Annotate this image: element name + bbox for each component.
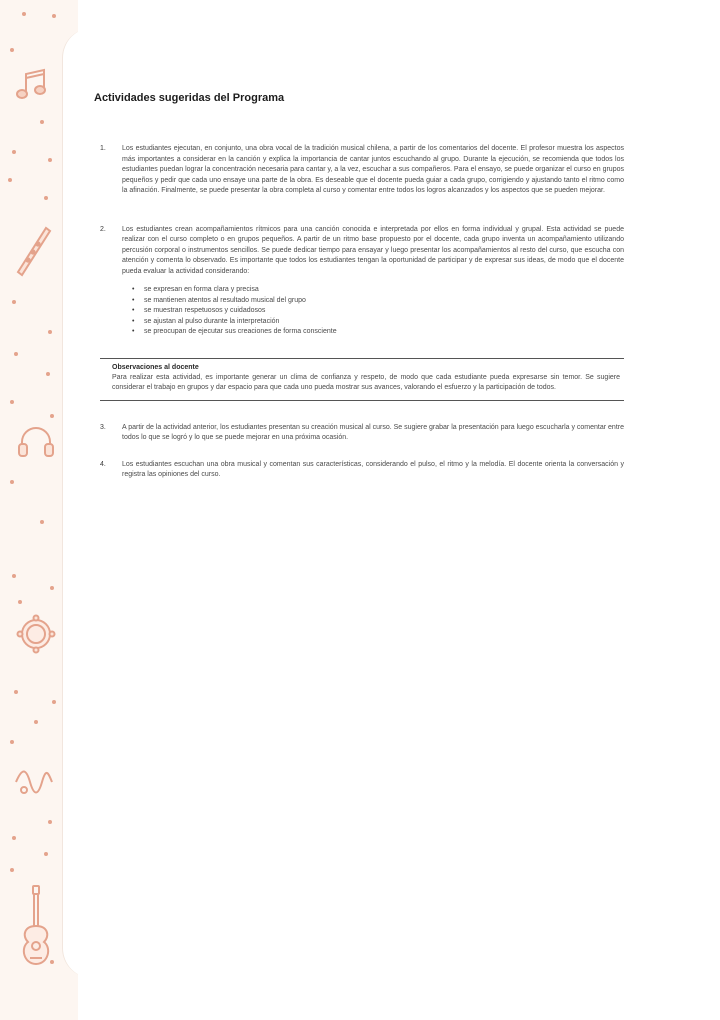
decor-dot: [10, 868, 14, 872]
decor-dot: [10, 740, 14, 744]
decor-dot: [14, 352, 18, 356]
teacher-note-box: [100, 358, 624, 401]
decor-dot: [50, 414, 54, 418]
list-item: • se preocupan de ejecutar sus creaciones de forma consciente: [136, 327, 624, 338]
headphones-icon: [14, 420, 58, 464]
activity-number: 4.: [100, 460, 106, 468]
decor-dot: [48, 158, 52, 162]
decor-dot: [52, 14, 56, 18]
flute-icon: [10, 222, 54, 278]
activity-item: [94, 460, 624, 481]
decor-dot: [12, 574, 16, 578]
decor-dot: [34, 720, 38, 724]
tambourine-icon: [14, 612, 58, 656]
page-edge-curve: [62, 28, 78, 978]
decor-dot: [52, 700, 56, 704]
activity-text: Los estudiantes ejecutan, en conjunto, una obra vocal de la tradición musical chilena, a partir de los comentarios del docente. El profesor muestra los aspectos más importantes a considerar en la canción y explica la importancia de cantar juntos escuchando al grupo. Durante la ejecución, se recomienda que todos los estudiantes puedan lograr la concentración necesaria para cantar y, a la vez, escuchar a sus compañeros. Para el ensayo, se puede organizar el curso en grupos pequeños y pedir que cada uno ensaye una parte de la obra. Es deseable que el docente pueda guiar a cada grupo, corrigiendo y ajustando tanto el ritmo como la afinación. Finalmente, se puede presentar la obra completa al curso y comentar entre todos los logros alcanzados y los aspectos que se pueden mejorar.: [122, 145, 624, 194]
decor-dot: [12, 300, 16, 304]
list-item: • se ajustan al pulso durante la interpretación: [136, 317, 624, 328]
list-item: • se expresan en forma clara y precisa: [136, 285, 624, 296]
decor-dot: [46, 372, 50, 376]
decor-dot: [48, 330, 52, 334]
guitar-icon: [14, 882, 58, 968]
list-item: • se mantienen atentos al resultado musical del grupo: [136, 296, 624, 307]
decor-dot: [8, 178, 12, 182]
decor-dot: [14, 690, 18, 694]
activity-text: Los estudiantes escuchan una obra musical y comentan sus características, considerando el pulso, el ritmo y la melodía. El docente orienta la conversación y registra las opiniones del curso.: [122, 460, 624, 478]
activity-item: [94, 225, 624, 338]
sound-wave-icon: [12, 760, 56, 804]
music-note-icon: [12, 62, 56, 106]
decor-dot: [44, 196, 48, 200]
activity-item: [94, 423, 624, 444]
activity-number: 2.: [100, 225, 106, 233]
decor-dot: [40, 520, 44, 524]
decorative-sidebar: [0, 0, 78, 1020]
evaluation-criteria-list: [122, 285, 624, 338]
list-item: • se muestran respetuosos y cuidadosos: [136, 306, 624, 317]
document-content: [94, 92, 624, 497]
decor-dot: [40, 120, 44, 124]
decor-dot: [22, 12, 26, 16]
decor-dot: [48, 820, 52, 824]
activity-body: [122, 225, 624, 338]
activity-text: Los estudiantes crean acompañamientos rítmicos para una canción conocida e interpretada por ellos en forma individual y grupal. Esta actividad se puede realizar con el curso completo o en grupos pequeños. A partir de un ritmo base propuesto por el docente, cada grupo inventa un acompañamiento utilizando percusión corporal o instrumentos sencillos. Se puede dedicar tiempo para ensayar y luego presentar los acompañamientos al resto del curso, que escucha con atención y comenta lo observado. Es importante que todos los estudiantes tengan la oportunidad de participar y de expresar sus ideas, de modo que el docente pueda evaluar la actividad considerando:: [122, 225, 624, 275]
decor-dot: [10, 48, 14, 52]
activity-text: A partir de la actividad anterior, los estudiantes presentan su creación musical al curso. Se sugiere grabar la presentación para luego escucharla y comentar entre todos lo que se logró y lo que se puede mejorar en una próxima ocasión.: [122, 423, 624, 441]
decor-dot: [12, 150, 16, 154]
decor-dot: [50, 586, 54, 590]
note-text: Para realizar esta actividad, es importante generar un clima de confianza y respeto, de modo que cada estudiante pueda expresarse sin temor. Se sugiere considerar el trabajo en grupos y dar espacio para que cada uno pueda mostrar sus avances, valorando el esfuerzo y la participación de todos.: [112, 373, 620, 391]
decor-dot: [12, 836, 16, 840]
note-title: Observaciones al docente: [112, 363, 199, 371]
activity-number: 3.: [100, 423, 106, 431]
page-title: Actividades sugeridas del Programa: [94, 92, 285, 104]
activity-item: [94, 144, 624, 197]
decor-dot: [10, 400, 14, 404]
decor-dot: [18, 600, 22, 604]
decor-dot: [44, 852, 48, 856]
activity-number: 1.: [100, 145, 106, 152]
decor-dot: [10, 480, 14, 484]
